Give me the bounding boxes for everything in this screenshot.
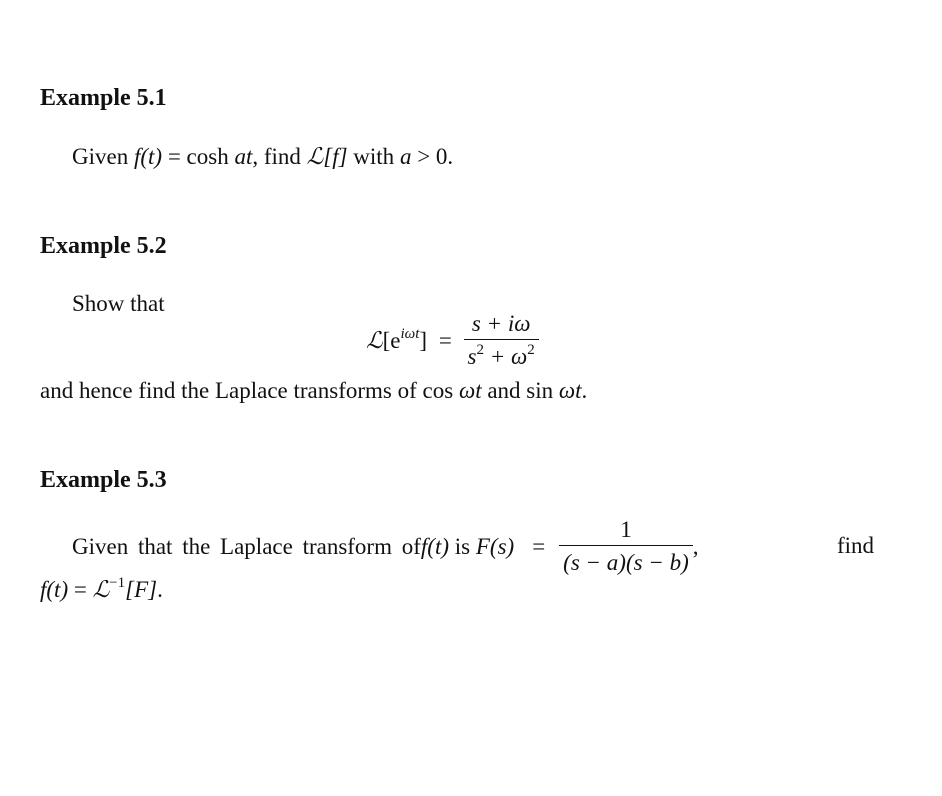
- example-5-2-show-that: Show that: [72, 291, 165, 316]
- example-5-2-hence: and hence find the Laplace transforms of cos ωt and sin ωt.: [40, 378, 588, 403]
- fraction-numerator: 1: [620, 517, 632, 542]
- example-5-1-statement: Given f(t) = cosh at, find ℒ[f] with a > 0.: [72, 144, 454, 169]
- example-5-3-title: Example 5.3: [40, 467, 167, 493]
- fraction-denominator: (s − a)(s − b): [559, 545, 693, 574]
- fraction-denominator: $s^2 + \omega^2$: [464, 339, 539, 368]
- example-5-1-title: Example 5.1: [40, 85, 167, 111]
- example-5-2-title: Example 5.2: [40, 233, 167, 259]
- fraction: [464, 312, 539, 368]
- fraction: [559, 518, 693, 574]
- example-5-3-line-2: f(t) = ℒ$^{-1}$[F].: [40, 575, 163, 602]
- example-5-2-equation: $ℒ[e^{i\omega t}]$ = $\frac{s + i\omega}{s^2 + \omega^2}$: [366, 312, 539, 368]
- example-5-3-line-1: Given that the Laplace transform off(t) is F(s) = $\frac{1}{(s - a)(s - b)}$ , find: [72, 517, 874, 575]
- fraction-numerator: s + iω: [471, 311, 531, 336]
